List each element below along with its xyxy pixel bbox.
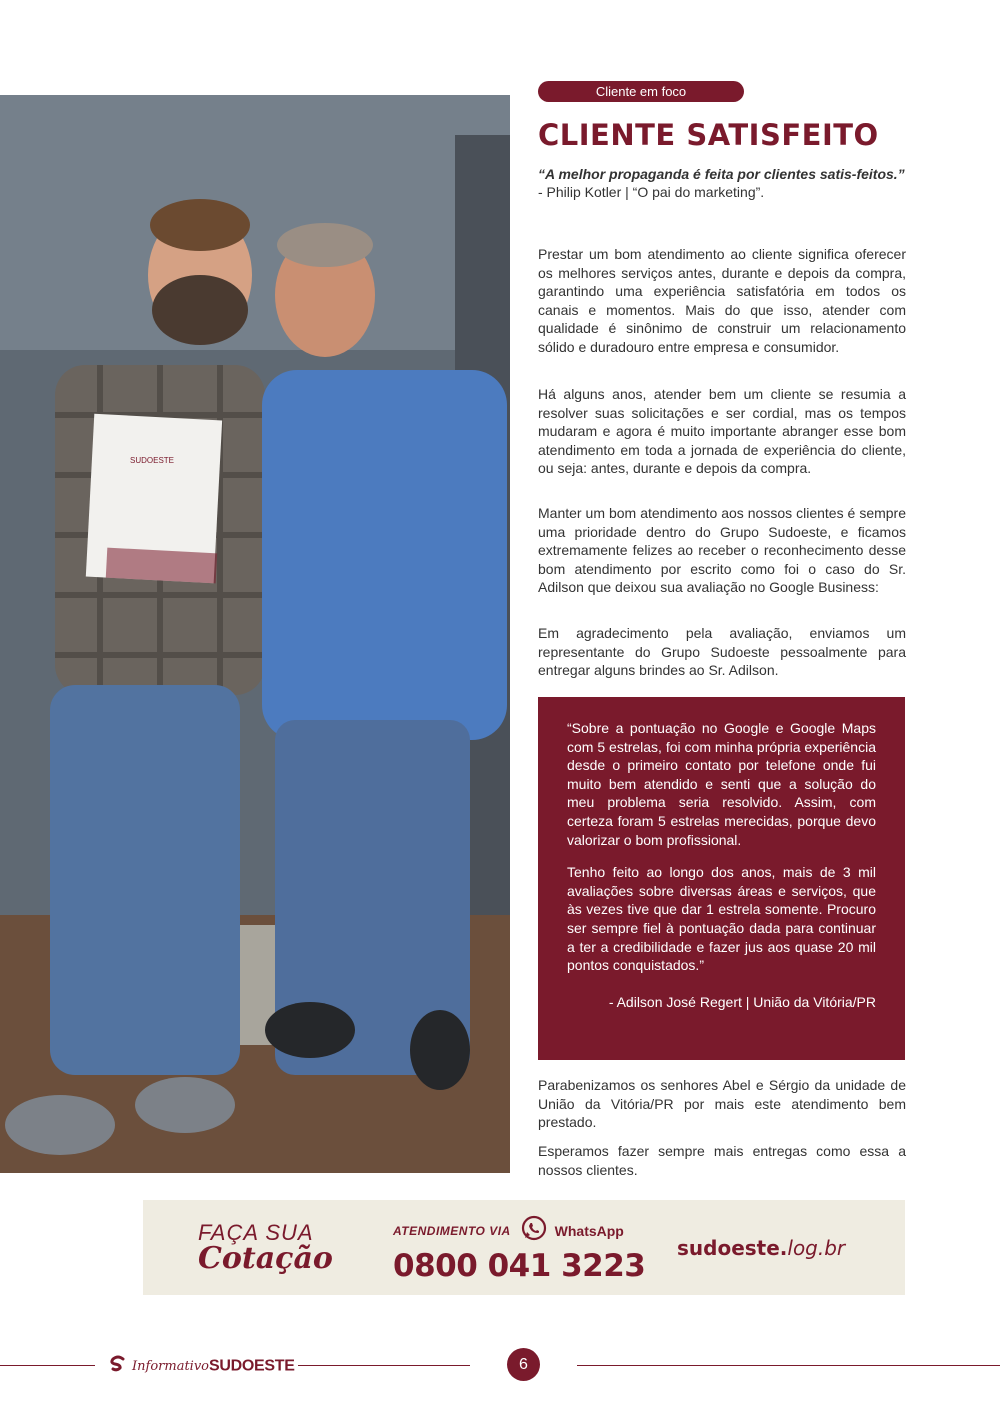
- website-link[interactable]: [677, 1236, 845, 1260]
- photo-two-men-with-notebook: [0, 95, 510, 1173]
- paragraph: Prestar um bom atendimento ao cliente significa oferecer os melhores serviços antes, durante e depois da compra, garantindo uma experiência satisfatória em todos os canais e momentos. Mais do que isso, atender com qualidade é sinônimo de construir um relacionamento sólido e duradouro entre empresa e consumidor.: [538, 246, 906, 355]
- testimonial-box: [538, 697, 905, 1060]
- testimonial-paragraph: “Sobre a pontuação no Google e Google Maps com 5 estrelas, foi com minha própria experiência desde o primeiro contato por telefone onde fui muito bem atendido e senti que a solução do meu problema seria resolvido. Assim, com certeza foram 5 estrelas merecidas, porque devo valorizar o bom profissional.: [567, 720, 876, 848]
- closing-paragraph: Parabenizamos os senhores Abel e Sérgio da unidade de União da Vitória/PR por mais este atendimento bem prestado.: [538, 1077, 906, 1130]
- footer-brand-script: Informativo: [132, 1359, 209, 1374]
- whatsapp-icon: [521, 1215, 547, 1246]
- footer-divider: [298, 1365, 470, 1366]
- footer-brand: [108, 1354, 295, 1379]
- section-label: Cliente em foco: [538, 81, 744, 102]
- sudoeste-logo-icon: [108, 1354, 128, 1379]
- quote-banner: [143, 1200, 905, 1295]
- page-number: 6: [507, 1348, 540, 1381]
- testimonial-signature: - Adilson José Regert | União da Vitória/PR: [608, 993, 876, 1010]
- testimonial-paragraph: Tenho feito ao longo dos anos, mais de 3 mil avaliações sobre diversas áreas e serviços, que às vezes tive que dar 1 estrela somente. Procuro ser sempre fiel à pontuação dada para continuar a ter a credibilidade e fazer jus aos quase 20 mil pontos conquistados.”: [567, 864, 876, 974]
- website-domain: log.br: [787, 1236, 846, 1260]
- footer-divider: [577, 1365, 1000, 1366]
- epigraph-author: - Philip Kotler | “O pai do marketing”.: [538, 184, 765, 200]
- banner-attendance: [393, 1215, 645, 1284]
- banner-cta: [198, 1222, 333, 1274]
- epigraph-quote: “A melhor propaganda é feita por clientes satis-feitos.”: [538, 166, 905, 182]
- paragraph: Manter um bom atendimento aos nossos clientes é sempre uma prioridade dentro do Grupo Sudoeste, e ficamos extremamente felizes ao receber o reconhecimento desse bom atendimento por escrito como foi o caso do Sr. Adilson que deixou sua avaliação no Google Business:: [538, 505, 906, 595]
- paragraph: Há alguns anos, atender bem um cliente se resumia a resolver suas solicitações e ser cordial, mas os tempos mudaram e agora é muito importante abranger esse bom atendimento em toda a jornada de experiência do cliente, ou seja: antes, durante e depois da compra.: [538, 386, 906, 476]
- epigraph: [538, 165, 906, 201]
- footer-brand-name: SUDOESTE: [209, 1357, 295, 1375]
- notebook-brand-text: SUDOESTE: [130, 456, 175, 465]
- website-name: sudoeste.: [677, 1236, 788, 1260]
- page-title: CLIENTE SATISFEITO: [538, 118, 879, 152]
- photo-illustration: [0, 95, 510, 1173]
- paragraph: Em agradecimento pela avaliação, enviamos um representante do Grupo Sudoeste pessoalmente para entregar alguns brindes ao Sr. Adilson.: [538, 625, 906, 678]
- banner-cta-line1: FAÇA SUA: [198, 1220, 314, 1245]
- banner-cta-line2: Cotação: [198, 1241, 333, 1276]
- footer-divider: [0, 1365, 95, 1366]
- closing-paragraph: Esperamos fazer sempre mais entregas como essa a nossos clientes.: [538, 1143, 906, 1178]
- whatsapp-label: WhatsApp: [554, 1222, 624, 1239]
- phone-number[interactable]: 0800 041 3223: [393, 1248, 646, 1284]
- attendance-label: ATENDIMENTO VIA: [393, 1223, 511, 1238]
